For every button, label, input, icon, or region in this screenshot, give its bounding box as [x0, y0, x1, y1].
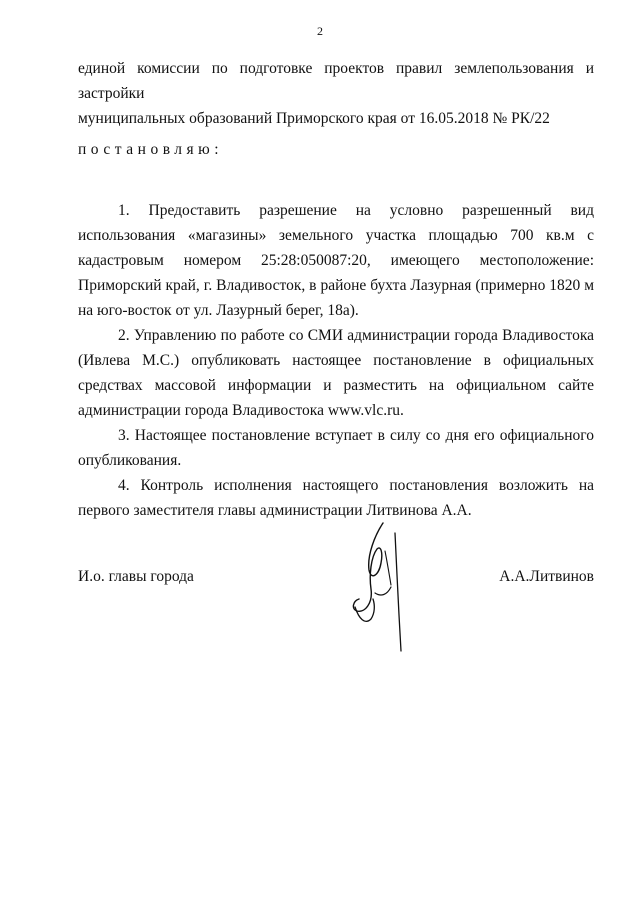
signature-row: [78, 568, 594, 598]
intro-line-1: единой комиссии по подготовке проектов правил землепользования и застройки: [78, 60, 594, 102]
page-number: 2: [317, 24, 323, 38]
point-2: 2. Управлению по работе со СМИ администрации города Владивостока (Ивлева М.С.) опубликовать настоящее постановление в официальных средствах массовой информации и разместить на официальном сайте администрации города Владивостока www.vlc.ru.: [78, 327, 594, 419]
point-1: 1. Предоставить разрешение на условно разрешенный вид использования «магазины» земельного участка площадью 700 кв.м с кадастровым номером 25:28:050087:20, имеющего местоположение: Приморский край, г. Владивосток, в районе бухта Лазурная (примерно 1820 м на юго-восток от ул. Лазурный берег, 18а).: [78, 202, 594, 319]
decree-word: постановляю:: [78, 141, 224, 158]
intro-line-2: муниципальных образований Приморского края от 16.05.2018 № РК/22: [78, 110, 550, 127]
point-4: 4. Контроль исполнения настоящего постановления возложить на первого заместителя главы администрации Литвинова А.А.: [78, 477, 594, 519]
decree-points: [78, 198, 594, 523]
signatory-name: А.А.Литвинов: [499, 568, 594, 585]
signatory-title: И.о. главы города: [78, 568, 194, 585]
handwritten-signature: [345, 515, 415, 655]
point-3: 3. Настоящее постановление вступает в силу со дня его официального опубликования.: [78, 427, 594, 469]
intro-paragraph: [78, 56, 594, 131]
